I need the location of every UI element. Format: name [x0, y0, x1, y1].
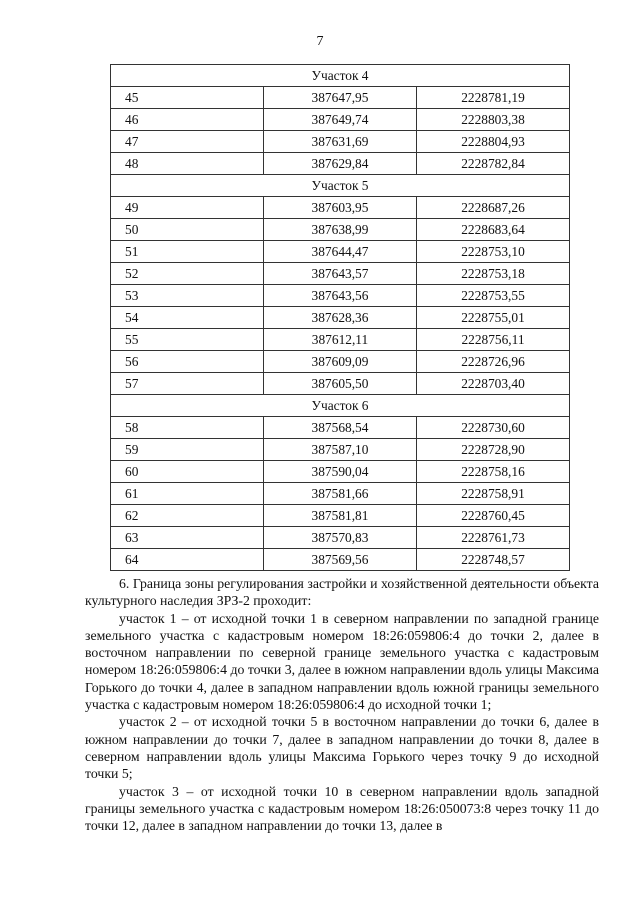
table-row [111, 373, 570, 395]
coordinates-table-body [111, 65, 570, 571]
table-row [111, 153, 570, 175]
point-number-cell: 53 [111, 285, 264, 307]
section-header-row [111, 65, 570, 87]
x-coordinate-cell: 387605,50 [264, 373, 417, 395]
y-coordinate-cell: 2228703,40 [417, 373, 570, 395]
table-row [111, 131, 570, 153]
x-coordinate-cell: 387629,84 [264, 153, 417, 175]
x-coordinate-cell: 387570,83 [264, 527, 417, 549]
section-header-row [111, 395, 570, 417]
point-number-cell: 55 [111, 329, 264, 351]
section-title: Участок 5 [111, 175, 570, 197]
section-title: Участок 6 [111, 395, 570, 417]
y-coordinate-cell: 2228760,45 [417, 505, 570, 527]
section-header-row [111, 175, 570, 197]
x-coordinate-cell: 387647,95 [264, 87, 417, 109]
x-coordinate-cell: 387649,74 [264, 109, 417, 131]
y-coordinate-cell: 2228730,60 [417, 417, 570, 439]
x-coordinate-cell: 387643,57 [264, 263, 417, 285]
table-row [111, 527, 570, 549]
x-coordinate-cell: 387638,99 [264, 219, 417, 241]
paragraph-section-2: участок 2 – от исходной точки 5 в восточном направлении до точки 6, далее в южном направлении до точки 7, далее в западном направлении до точки 8, далее в северном направлении вдоль улицы Максима Горького через точку 9 до исходной точки 5; [85, 714, 599, 782]
x-coordinate-cell: 387568,54 [264, 417, 417, 439]
x-coordinate-cell: 387581,66 [264, 483, 417, 505]
point-number-cell: 52 [111, 263, 264, 285]
x-coordinate-cell: 387628,36 [264, 307, 417, 329]
x-coordinate-cell: 387603,95 [264, 197, 417, 219]
table-row [111, 505, 570, 527]
point-number-cell: 54 [111, 307, 264, 329]
table-row [111, 219, 570, 241]
y-coordinate-cell: 2228683,64 [417, 219, 570, 241]
table-row [111, 87, 570, 109]
table-row [111, 417, 570, 439]
y-coordinate-cell: 2228753,10 [417, 241, 570, 263]
y-coordinate-cell: 2228761,73 [417, 527, 570, 549]
section-title: Участок 4 [111, 65, 570, 87]
table-row [111, 351, 570, 373]
paragraph-item-6-heading: 6. Граница зоны регулирования застройки и хозяйственной деятельности объекта культурного наследия ЗРЗ-2 проходит: [85, 576, 599, 609]
table-row [111, 241, 570, 263]
paragraph-section-3: участок 3 – от исходной точки 10 в северном направлении вдоль западной границы земельного участка с кадастровым номером 18:26:050073:8 через точку 11 до точки 12, далее в западном направлении до точки 13, далее в [85, 783, 599, 834]
table-row [111, 329, 570, 351]
x-coordinate-cell: 387609,09 [264, 351, 417, 373]
table-row [111, 439, 570, 461]
y-coordinate-cell: 2228687,26 [417, 197, 570, 219]
table-row [111, 263, 570, 285]
coordinates-table [110, 64, 570, 571]
y-coordinate-cell: 2228781,19 [417, 87, 570, 109]
point-number-cell: 63 [111, 527, 264, 549]
point-number-cell: 64 [111, 549, 264, 571]
point-number-cell: 61 [111, 483, 264, 505]
table-row [111, 549, 570, 571]
y-coordinate-cell: 2228753,55 [417, 285, 570, 307]
point-number-cell: 45 [111, 87, 264, 109]
point-number-cell: 50 [111, 219, 264, 241]
table-row [111, 461, 570, 483]
x-coordinate-cell: 387643,56 [264, 285, 417, 307]
body-text [85, 575, 599, 834]
y-coordinate-cell: 2228758,16 [417, 461, 570, 483]
point-number-cell: 48 [111, 153, 264, 175]
point-number-cell: 56 [111, 351, 264, 373]
y-coordinate-cell: 2228753,18 [417, 263, 570, 285]
table-row [111, 109, 570, 131]
y-coordinate-cell: 2228804,93 [417, 131, 570, 153]
point-number-cell: 57 [111, 373, 264, 395]
paragraph-section-1: участок 1 – от исходной точки 1 в северном направлении по западной границе земельного участка с кадастровым номером 18:26:059806:4 до точки 2, далее в восточном направлении по северной границе земельного участка с кадастровым номером 18:26:059806:4 до точки 3, далее в южном направлении вдоль улицы Максима Горького до точки 4, далее в западном направлении вдоль южной границы земельного участка с кадастровым номером 18:26:059806:4 до исходной точки 1; [85, 610, 599, 713]
y-coordinate-cell: 2228755,01 [417, 307, 570, 329]
x-coordinate-cell: 387631,69 [264, 131, 417, 153]
y-coordinate-cell: 2228803,38 [417, 109, 570, 131]
point-number-cell: 46 [111, 109, 264, 131]
y-coordinate-cell: 2228726,96 [417, 351, 570, 373]
y-coordinate-cell: 2228782,84 [417, 153, 570, 175]
point-number-cell: 51 [111, 241, 264, 263]
point-number-cell: 62 [111, 505, 264, 527]
point-number-cell: 58 [111, 417, 264, 439]
point-number-cell: 47 [111, 131, 264, 153]
x-coordinate-cell: 387581,81 [264, 505, 417, 527]
table-row [111, 307, 570, 329]
x-coordinate-cell: 387587,10 [264, 439, 417, 461]
point-number-cell: 49 [111, 197, 264, 219]
y-coordinate-cell: 2228728,90 [417, 439, 570, 461]
table-row [111, 285, 570, 307]
y-coordinate-cell: 2228758,91 [417, 483, 570, 505]
x-coordinate-cell: 387569,56 [264, 549, 417, 571]
point-number-cell: 59 [111, 439, 264, 461]
y-coordinate-cell: 2228748,57 [417, 549, 570, 571]
y-coordinate-cell: 2228756,11 [417, 329, 570, 351]
page-number: 7 [316, 34, 324, 49]
table-row [111, 197, 570, 219]
x-coordinate-cell: 387644,47 [264, 241, 417, 263]
table-row [111, 483, 570, 505]
x-coordinate-cell: 387590,04 [264, 461, 417, 483]
x-coordinate-cell: 387612,11 [264, 329, 417, 351]
point-number-cell: 60 [111, 461, 264, 483]
